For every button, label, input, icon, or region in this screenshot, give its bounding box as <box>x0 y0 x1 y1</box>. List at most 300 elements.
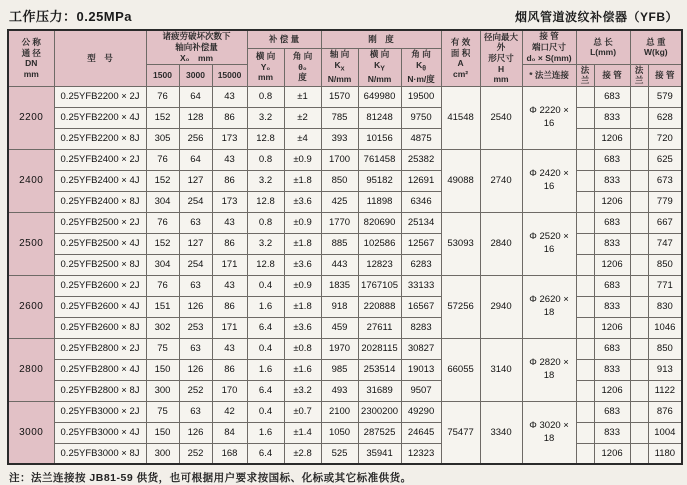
cell-pipe-port-size: Φ 2820 × 18 <box>522 338 576 401</box>
header-axial-stiffness: 轴 向 $K_x$ N/mm <box>321 48 358 86</box>
header-nominal-diameter: 公 称 通 径 DN mm <box>8 30 54 86</box>
cell-angular-compensation: ±0.9 <box>284 212 321 233</box>
cell-x3000: 254 <box>179 254 212 275</box>
cell-length-flange <box>576 107 594 128</box>
cell-angular-stiffness: 24645 <box>401 422 441 443</box>
header-fatigue-group: 诸疲劳破坏次数下 轴向补偿量 X₀ mm <box>146 30 247 64</box>
cell-pipe-port-size: Φ 2220 × 16 <box>522 86 576 149</box>
cell-lateral-compensation: 6.4 <box>247 317 284 338</box>
cell-lateral-stiffness: 81248 <box>358 107 401 128</box>
cell-axial-stiffness: 1700 <box>321 149 358 170</box>
cell-x3000: 64 <box>179 149 212 170</box>
table-row <box>8 128 682 149</box>
cell-length-pipe: 683 <box>594 338 630 359</box>
header-angular-compensation: 角 向 θ₀ 度 <box>284 48 321 86</box>
cell-effective-area: 75477 <box>441 401 480 464</box>
cell-length-pipe: 833 <box>594 107 630 128</box>
cell-lateral-stiffness: 761458 <box>358 149 401 170</box>
cell-x1500: 150 <box>146 359 179 380</box>
cell-angular-stiffness: 6283 <box>401 254 441 275</box>
cell-length-pipe: 1206 <box>594 191 630 212</box>
cell-axial-stiffness: 1050 <box>321 422 358 443</box>
cell-model: 0.25YFB2800 × 8J <box>54 380 146 401</box>
cell-x1500: 76 <box>146 149 179 170</box>
cell-model: 0.25YFB3000 × 2J <box>54 401 146 422</box>
cell-x3000: 126 <box>179 422 212 443</box>
cell-length-flange <box>576 380 594 401</box>
cell-lateral-stiffness: 35941 <box>358 443 401 464</box>
cell-x1500: 75 <box>146 338 179 359</box>
header-cycles-1500: 1500 <box>146 64 179 86</box>
cell-x1500: 302 <box>146 317 179 338</box>
cell-axial-stiffness: 525 <box>321 443 358 464</box>
cell-x1500: 76 <box>146 212 179 233</box>
cell-x15000: 171 <box>212 254 247 275</box>
cell-x15000: 170 <box>212 380 247 401</box>
cell-weight-pipe: 628 <box>648 107 682 128</box>
cell-length-pipe: 683 <box>594 86 630 107</box>
cell-dn: 2600 <box>8 275 54 338</box>
cell-axial-stiffness: 2100 <box>321 401 358 422</box>
cell-effective-area: 41548 <box>441 86 480 149</box>
cell-effective-area: 66055 <box>441 338 480 401</box>
cell-length-flange <box>576 212 594 233</box>
cell-lateral-stiffness: 649980 <box>358 86 401 107</box>
cell-weight-flange <box>630 212 648 233</box>
cell-length-flange <box>576 275 594 296</box>
cell-x3000: 252 <box>179 380 212 401</box>
cell-lateral-compensation: 6.4 <box>247 443 284 464</box>
cell-weight-flange <box>630 170 648 191</box>
cell-x3000: 63 <box>179 338 212 359</box>
cell-length-pipe: 833 <box>594 359 630 380</box>
table-row <box>8 443 682 464</box>
cell-model: 0.25YFB2600 × 8J <box>54 317 146 338</box>
cell-x15000: 43 <box>212 212 247 233</box>
product-name-title: 烟风管道波纹补偿器（YFB） <box>514 10 678 24</box>
cell-model: 0.25YFB2200 × 8J <box>54 128 146 149</box>
cell-model: 0.25YFB2800 × 2J <box>54 338 146 359</box>
cell-weight-pipe: 1122 <box>648 380 682 401</box>
cell-weight-flange <box>630 254 648 275</box>
cell-max-radial-size: 3140 <box>480 338 522 401</box>
cell-x15000: 84 <box>212 422 247 443</box>
cell-lateral-stiffness: 27611 <box>358 317 401 338</box>
table-row <box>8 317 682 338</box>
cell-length-flange <box>576 254 594 275</box>
cell-model: 0.25YFB2600 × 2J <box>54 275 146 296</box>
table-row <box>8 191 682 212</box>
cell-axial-stiffness: 493 <box>321 380 358 401</box>
cell-lateral-compensation: 12.8 <box>247 128 284 149</box>
cell-angular-stiffness: 19500 <box>401 86 441 107</box>
cell-model: 0.25YFB2800 × 4J <box>54 359 146 380</box>
cell-angular-compensation: ±2.8 <box>284 443 321 464</box>
cell-axial-stiffness: 1970 <box>321 338 358 359</box>
cell-axial-stiffness: 1570 <box>321 86 358 107</box>
header-length-pipe: 接 管 <box>594 64 630 86</box>
header-angular-stiffness: 角 向 $K_\theta$ N·m/度 <box>401 48 441 86</box>
cell-dn: 2400 <box>8 149 54 212</box>
cell-x3000: 253 <box>179 317 212 338</box>
cell-lateral-stiffness: 12823 <box>358 254 401 275</box>
header-total-length-group: 总 长 L(mm) <box>576 30 630 64</box>
table-row <box>8 107 682 128</box>
cell-angular-stiffness: 49290 <box>401 401 441 422</box>
table-header <box>8 30 682 86</box>
cell-weight-flange <box>630 422 648 443</box>
cell-model: 0.25YFB2600 × 4J <box>54 296 146 317</box>
cell-x3000: 127 <box>179 233 212 254</box>
cell-x1500: 150 <box>146 422 179 443</box>
cell-length-pipe: 1206 <box>594 317 630 338</box>
cell-model: 0.25YFB3000 × 4J <box>54 422 146 443</box>
cell-weight-pipe: 1046 <box>648 317 682 338</box>
cell-weight-flange <box>630 149 648 170</box>
cell-x15000: 173 <box>212 128 247 149</box>
footnote: 注：法兰连接按 JB81-59 供货，也可根据用户要求按国标、化标或其它标准供货。 <box>9 472 412 485</box>
cell-length-flange <box>576 233 594 254</box>
cell-model: 0.25YFB2200 × 2J <box>54 86 146 107</box>
cell-x3000: 128 <box>179 107 212 128</box>
cell-lateral-compensation: 12.8 <box>247 254 284 275</box>
cell-lateral-stiffness: 102586 <box>358 233 401 254</box>
cell-x15000: 43 <box>212 86 247 107</box>
cell-angular-compensation: ±1.6 <box>284 359 321 380</box>
cell-length-pipe: 683 <box>594 275 630 296</box>
cell-angular-stiffness: 33133 <box>401 275 441 296</box>
header-flange-connection: * 法兰连接 <box>522 64 576 86</box>
cell-lateral-compensation: 6.4 <box>247 380 284 401</box>
header-compensation-group: 补 偿 量 <box>247 30 321 48</box>
header-cycles-15000: 15000 <box>212 64 247 86</box>
cell-length-flange <box>576 422 594 443</box>
cell-axial-stiffness: 459 <box>321 317 358 338</box>
table-row <box>8 401 682 422</box>
cell-weight-pipe: 771 <box>648 275 682 296</box>
cell-model: 0.25YFB2200 × 4J <box>54 107 146 128</box>
cell-weight-pipe: 1180 <box>648 443 682 464</box>
cell-length-flange <box>576 86 594 107</box>
cell-axial-stiffness: 443 <box>321 254 358 275</box>
cell-x3000: 126 <box>179 359 212 380</box>
cell-angular-stiffness: 8283 <box>401 317 441 338</box>
header-effective-area: 有 效 面 积 A cm² <box>441 30 480 86</box>
working-pressure-title: 工作压力：0.25MPa <box>9 9 133 24</box>
cell-angular-stiffness: 9750 <box>401 107 441 128</box>
cell-pipe-port-size: Φ 2420 × 16 <box>522 149 576 212</box>
cell-x15000: 86 <box>212 233 247 254</box>
cell-lateral-compensation: 3.2 <box>247 170 284 191</box>
cell-model: 0.25YFB3000 × 8J <box>54 443 146 464</box>
cell-x3000: 63 <box>179 401 212 422</box>
cell-lateral-compensation: 0.4 <box>247 401 284 422</box>
cell-effective-area: 53093 <box>441 212 480 275</box>
cell-lateral-stiffness: 1767105 <box>358 275 401 296</box>
cell-lateral-stiffness: 11898 <box>358 191 401 212</box>
cell-angular-stiffness: 25382 <box>401 149 441 170</box>
cell-angular-stiffness: 12567 <box>401 233 441 254</box>
cell-effective-area: 57256 <box>441 275 480 338</box>
cell-length-pipe: 833 <box>594 170 630 191</box>
cell-length-flange <box>576 296 594 317</box>
cell-length-flange <box>576 338 594 359</box>
cell-x15000: 43 <box>212 275 247 296</box>
cell-lateral-compensation: 0.8 <box>247 212 284 233</box>
table-row <box>8 254 682 275</box>
cell-x1500: 300 <box>146 443 179 464</box>
table-row <box>8 212 682 233</box>
cell-weight-pipe: 625 <box>648 149 682 170</box>
cell-weight-pipe: 673 <box>648 170 682 191</box>
cell-x1500: 304 <box>146 254 179 275</box>
cell-weight-flange <box>630 128 648 149</box>
cell-x3000: 63 <box>179 212 212 233</box>
cell-max-radial-size: 2840 <box>480 212 522 275</box>
cell-lateral-stiffness: 95182 <box>358 170 401 191</box>
cell-axial-stiffness: 850 <box>321 170 358 191</box>
cell-max-radial-size: 2540 <box>480 86 522 149</box>
cell-angular-compensation: ±0.8 <box>284 338 321 359</box>
cell-length-flange <box>576 170 594 191</box>
cell-axial-stiffness: 885 <box>321 233 358 254</box>
cell-angular-compensation: ±1.8 <box>284 296 321 317</box>
cell-angular-compensation: ±3.6 <box>284 254 321 275</box>
cell-x3000: 256 <box>179 128 212 149</box>
cell-pipe-port-size: Φ 3020 × 18 <box>522 401 576 464</box>
cell-lateral-compensation: 0.8 <box>247 86 284 107</box>
cell-length-flange <box>576 317 594 338</box>
cell-angular-compensation: ±3.6 <box>284 317 321 338</box>
cell-model: 0.25YFB2400 × 2J <box>54 149 146 170</box>
cell-lateral-compensation: 1.6 <box>247 359 284 380</box>
cell-angular-compensation: ±0.9 <box>284 149 321 170</box>
cell-x15000: 173 <box>212 191 247 212</box>
compensator-spec-table <box>7 29 683 465</box>
cell-lateral-stiffness: 253514 <box>358 359 401 380</box>
cell-x3000: 63 <box>179 275 212 296</box>
cell-axial-stiffness: 1835 <box>321 275 358 296</box>
table-row <box>8 170 682 191</box>
cell-x1500: 304 <box>146 191 179 212</box>
cell-angular-compensation: ±3.2 <box>284 380 321 401</box>
cell-length-flange <box>576 128 594 149</box>
cell-weight-flange <box>630 191 648 212</box>
cell-angular-stiffness: 30827 <box>401 338 441 359</box>
cell-weight-pipe: 779 <box>648 191 682 212</box>
cell-length-pipe: 833 <box>594 233 630 254</box>
cell-lateral-stiffness: 10156 <box>358 128 401 149</box>
cell-x1500: 75 <box>146 401 179 422</box>
cell-weight-flange <box>630 317 648 338</box>
cell-lateral-compensation: 12.8 <box>247 191 284 212</box>
cell-length-flange <box>576 149 594 170</box>
table-row <box>8 86 682 107</box>
cell-weight-pipe: 1004 <box>648 422 682 443</box>
cell-lateral-compensation: 1.6 <box>247 296 284 317</box>
cell-x1500: 152 <box>146 107 179 128</box>
table-row <box>8 275 682 296</box>
cell-x15000: 86 <box>212 359 247 380</box>
cell-angular-compensation: ±4 <box>284 128 321 149</box>
header-length-flange: 法 兰 <box>576 64 594 86</box>
cell-max-radial-size: 3340 <box>480 401 522 464</box>
cell-lateral-compensation: 3.2 <box>247 107 284 128</box>
cell-length-flange <box>576 191 594 212</box>
table-row <box>8 380 682 401</box>
cell-x1500: 300 <box>146 380 179 401</box>
cell-lateral-compensation: 3.2 <box>247 233 284 254</box>
header-max-radial-size: 径向最大外 形尺寸 H mm <box>480 30 522 86</box>
header-weight-pipe: 接 管 <box>648 64 682 86</box>
cell-weight-flange <box>630 359 648 380</box>
cell-x1500: 152 <box>146 170 179 191</box>
cell-lateral-stiffness: 31689 <box>358 380 401 401</box>
cell-x3000: 126 <box>179 296 212 317</box>
cell-length-pipe: 833 <box>594 296 630 317</box>
table-row <box>8 338 682 359</box>
cell-weight-flange <box>630 338 648 359</box>
cell-lateral-compensation: 1.6 <box>247 422 284 443</box>
header-lateral-compensation: 横 向 Y₀ mm <box>247 48 284 86</box>
table-row <box>8 233 682 254</box>
cell-axial-stiffness: 985 <box>321 359 358 380</box>
header-weight-flange: 法 兰 <box>630 64 648 86</box>
cell-effective-area: 49088 <box>441 149 480 212</box>
header-cycles-3000: 3000 <box>179 64 212 86</box>
cell-angular-stiffness: 6346 <box>401 191 441 212</box>
cell-angular-stiffness: 25134 <box>401 212 441 233</box>
cell-dn: 3000 <box>8 401 54 464</box>
cell-angular-compensation: ±3.6 <box>284 191 321 212</box>
cell-weight-pipe: 747 <box>648 233 682 254</box>
cell-x15000: 43 <box>212 149 247 170</box>
cell-weight-flange <box>630 275 648 296</box>
table-row <box>8 422 682 443</box>
cell-x15000: 86 <box>212 107 247 128</box>
cell-weight-pipe: 667 <box>648 212 682 233</box>
cell-weight-flange <box>630 296 648 317</box>
cell-length-pipe: 1206 <box>594 128 630 149</box>
cell-axial-stiffness: 918 <box>321 296 358 317</box>
cell-length-pipe: 833 <box>594 422 630 443</box>
cell-length-pipe: 1206 <box>594 380 630 401</box>
header-pipe-port-size: 接 管 端口尺寸 d₀ × S(mm) <box>522 30 576 64</box>
cell-x15000: 42 <box>212 401 247 422</box>
cell-length-pipe: 1206 <box>594 254 630 275</box>
cell-axial-stiffness: 393 <box>321 128 358 149</box>
cell-weight-flange <box>630 380 648 401</box>
cell-x1500: 305 <box>146 128 179 149</box>
cell-model: 0.25YFB2500 × 8J <box>54 254 146 275</box>
cell-dn: 2200 <box>8 86 54 149</box>
cell-angular-compensation: ±1.4 <box>284 422 321 443</box>
cell-length-pipe: 683 <box>594 212 630 233</box>
cell-x15000: 168 <box>212 443 247 464</box>
cell-weight-flange <box>630 233 648 254</box>
cell-weight-pipe: 850 <box>648 338 682 359</box>
cell-angular-stiffness: 12323 <box>401 443 441 464</box>
table-row <box>8 359 682 380</box>
cell-x1500: 152 <box>146 233 179 254</box>
cell-weight-pipe: 850 <box>648 254 682 275</box>
cell-model: 0.25YFB2400 × 8J <box>54 191 146 212</box>
cell-x1500: 76 <box>146 86 179 107</box>
cell-model: 0.25YFB2500 × 4J <box>54 233 146 254</box>
cell-max-radial-size: 2940 <box>480 275 522 338</box>
header-total-weight-group: 总 重 W(kg) <box>630 30 682 64</box>
cell-pipe-port-size: Φ 2520 × 16 <box>522 212 576 275</box>
cell-dn: 2500 <box>8 212 54 275</box>
cell-x15000: 171 <box>212 317 247 338</box>
cell-weight-flange <box>630 86 648 107</box>
table-row <box>8 149 682 170</box>
cell-x3000: 127 <box>179 170 212 191</box>
cell-lateral-stiffness: 2300200 <box>358 401 401 422</box>
cell-weight-pipe: 579 <box>648 86 682 107</box>
cell-x1500: 76 <box>146 275 179 296</box>
cell-lateral-stiffness: 820690 <box>358 212 401 233</box>
cell-lateral-stiffness: 2028115 <box>358 338 401 359</box>
cell-weight-pipe: 876 <box>648 401 682 422</box>
cell-x3000: 252 <box>179 443 212 464</box>
cell-lateral-compensation: 0.8 <box>247 149 284 170</box>
cell-axial-stiffness: 425 <box>321 191 358 212</box>
cell-max-radial-size: 2740 <box>480 149 522 212</box>
header-lateral-stiffness: 横 向 $K_Y$ N/mm <box>358 48 401 86</box>
cell-angular-compensation: ±1.8 <box>284 233 321 254</box>
cell-dn: 2800 <box>8 338 54 401</box>
cell-angular-stiffness: 4875 <box>401 128 441 149</box>
cell-angular-stiffness: 12691 <box>401 170 441 191</box>
cell-x15000: 86 <box>212 296 247 317</box>
cell-pipe-port-size: Φ 2620 × 18 <box>522 275 576 338</box>
header-model: 型 号 <box>54 30 146 86</box>
cell-angular-compensation: ±1 <box>284 86 321 107</box>
cell-lateral-compensation: 0.4 <box>247 275 284 296</box>
cell-model: 0.25YFB2400 × 4J <box>54 170 146 191</box>
cell-weight-flange <box>630 443 648 464</box>
cell-weight-pipe: 913 <box>648 359 682 380</box>
cell-model: 0.25YFB2500 × 2J <box>54 212 146 233</box>
cell-angular-stiffness: 19013 <box>401 359 441 380</box>
cell-weight-pipe: 830 <box>648 296 682 317</box>
cell-x3000: 254 <box>179 191 212 212</box>
cell-length-pipe: 683 <box>594 401 630 422</box>
cell-x3000: 64 <box>179 86 212 107</box>
cell-angular-compensation: ±0.7 <box>284 401 321 422</box>
cell-weight-flange <box>630 107 648 128</box>
cell-angular-compensation: ±0.9 <box>284 275 321 296</box>
cell-length-flange <box>576 401 594 422</box>
cell-length-flange <box>576 443 594 464</box>
cell-axial-stiffness: 785 <box>321 107 358 128</box>
cell-lateral-compensation: 0.4 <box>247 338 284 359</box>
cell-angular-compensation: ±2 <box>284 107 321 128</box>
cell-length-pipe: 683 <box>594 149 630 170</box>
table-body <box>8 86 682 464</box>
cell-angular-compensation: ±1.8 <box>284 170 321 191</box>
cell-length-pipe: 1206 <box>594 443 630 464</box>
cell-lateral-stiffness: 220888 <box>358 296 401 317</box>
cell-angular-stiffness: 16567 <box>401 296 441 317</box>
cell-x1500: 151 <box>146 296 179 317</box>
cell-angular-stiffness: 9507 <box>401 380 441 401</box>
cell-x15000: 43 <box>212 338 247 359</box>
table-row <box>8 296 682 317</box>
header-stiffness-group: 刚 度 <box>321 30 441 48</box>
cell-x15000: 86 <box>212 170 247 191</box>
